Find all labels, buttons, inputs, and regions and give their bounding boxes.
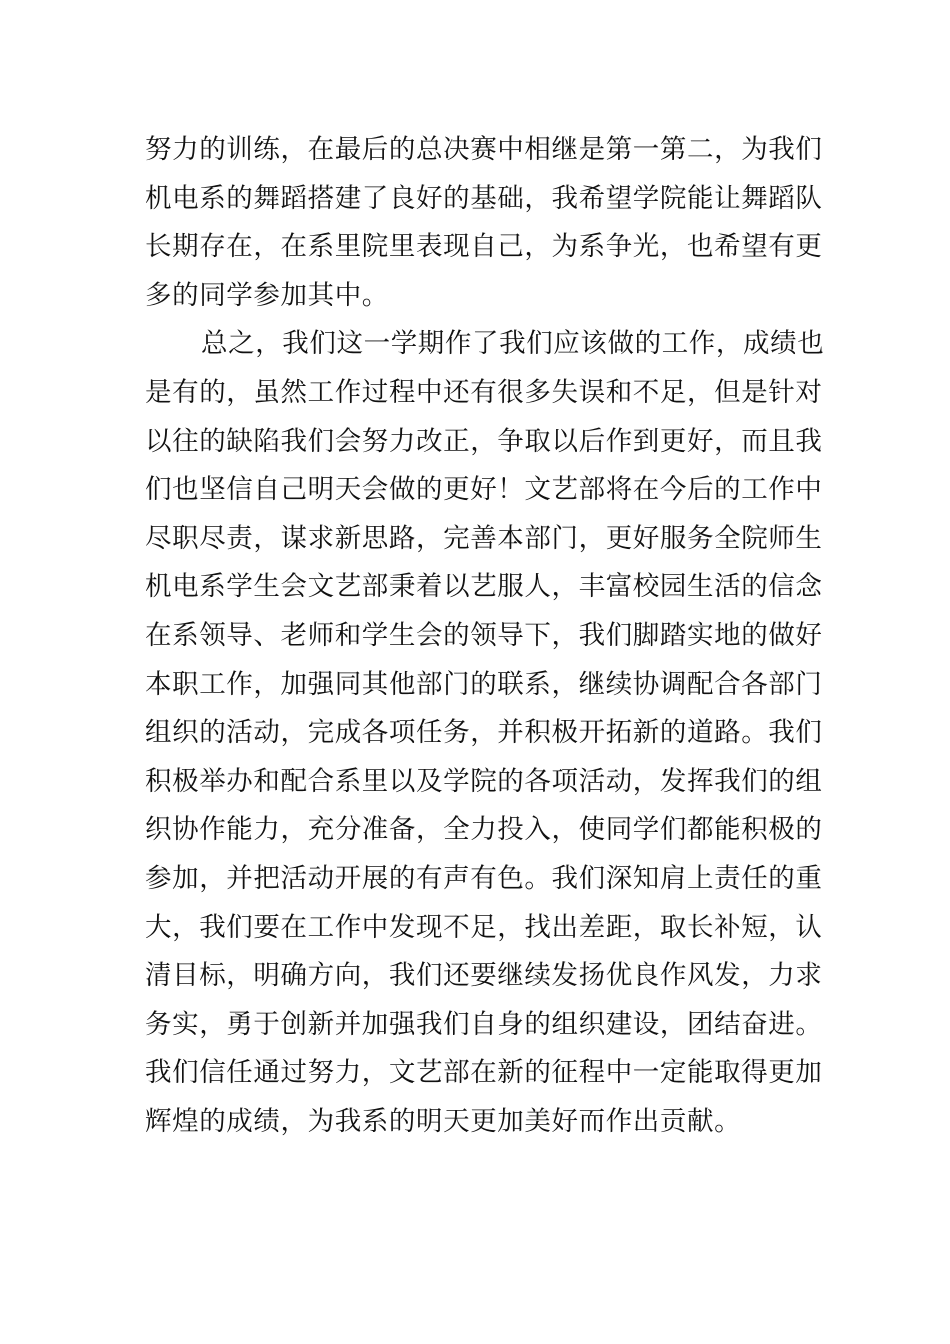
text-line: 是有的，虽然工作过程中还有很多失误和不足，但是针对 (145, 376, 823, 408)
text-line: 长期存在，在系里院里表现自己，为系争光，也希望有更 (145, 231, 823, 263)
text-line: 清目标，明确方向，我们还要继续发扬优良作风发，力求 (145, 960, 823, 992)
text-line: 努力的训练，在最后的总决赛中相继是第一第二，为我们 (145, 134, 823, 165)
text-line: 本职工作，加强同其他部门的联系，继续协调配合各部门 (145, 668, 823, 700)
text-line: 务实，勇于创新并加强我们自身的组织建设，团结奋进。 (145, 1008, 823, 1040)
text-line: 积极举办和配合系里以及学院的各项活动，发挥我们的组 (145, 765, 823, 797)
text-line: 多的同学参加其中。 (145, 279, 389, 311)
paragraph-first-line: 总之，我们这一学期作了我们应该做的工作，成绩也 (201, 328, 825, 360)
text-line: 以往的缺陷我们会努力改正，争取以后作到更好，而且我 (145, 425, 823, 457)
text-line: 机电系学生会文艺部秉着以艺服人，丰富校园生活的信念 (145, 571, 823, 603)
text-line: 参加，并把活动开展的有声有色。我们深知肩上责任的重 (145, 862, 823, 894)
text-line: 我们信任通过努力，文艺部在新的征程中一定能取得更加 (145, 1057, 823, 1089)
text-line: 们也坚信自己明天会做的更好！文艺部将在今后的工作中 (145, 474, 823, 506)
text-line: 大，我们要在工作中发现不足，找出差距，取长补短，认 (145, 911, 823, 943)
text-line: 辉煌的成绩，为我系的明天更加美好而作出贡献。 (145, 1105, 742, 1137)
text-line: 机电系的舞蹈搭建了良好的基础，我希望学院能让舞蹈队 (145, 182, 823, 214)
body-text (145, 126, 825, 1146)
text-line: 在系领导、老师和学生会的领导下，我们脚踏实地的做好 (145, 619, 823, 651)
text-line: 组织的活动，完成各项任务，并积极开拓新的道路。我们 (145, 717, 823, 749)
text-line: 织协作能力，充分准备，全力投入，使同学们都能积极的 (145, 814, 823, 846)
text-line: 尽职尽责，谋求新思路，完善本部门，更好服务全院师生 (145, 522, 823, 554)
